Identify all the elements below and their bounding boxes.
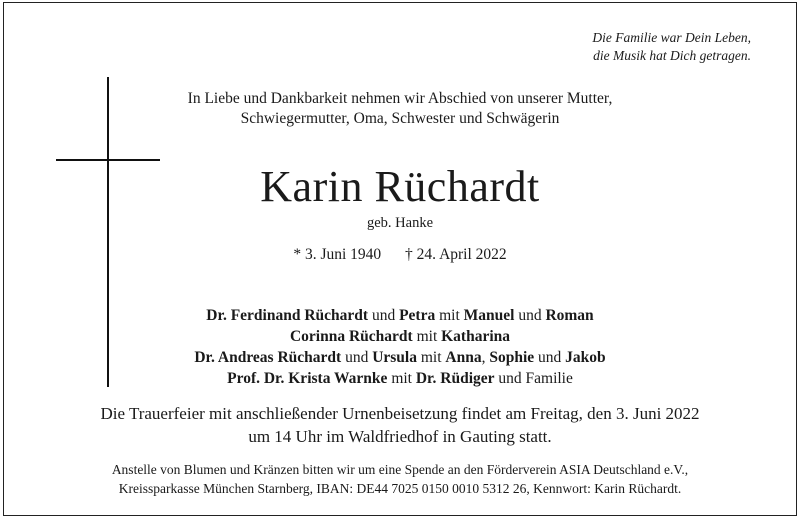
donation-line-1: Anstelle von Blumen und Kränzen bitten wir um eine Spende an den Förderverein ASIA Deutschland e.V., (111, 462, 689, 477)
mourner-name: Dr. Andreas Rüchardt (194, 349, 342, 366)
connector: mit (387, 370, 416, 387)
mourner-name: Corinna Rüchardt (289, 328, 413, 345)
mourners-list (4, 305, 796, 389)
connector: mit (435, 307, 464, 324)
motto-line-1: Die Familie war Dein Leben, (592, 30, 751, 45)
mourners-line-1 (4, 305, 796, 326)
mourner-name: Petra (399, 307, 436, 324)
motto-line-2: die Musik hat Dich getragen. (593, 48, 751, 63)
connector: mit (412, 328, 442, 345)
deceased-name: Karin Rüchardt (260, 162, 540, 211)
mourner-name: Dr. Rüdiger (415, 370, 495, 387)
connector: und (514, 307, 546, 324)
connector: und (368, 307, 400, 324)
mourner-name: Roman (545, 307, 594, 324)
funeral-info-line-1: Die Trauerfeier mit anschließender Urnenbeisetzung findet am Freitag, den 3. Juni 2022 (100, 404, 700, 423)
mourner-name: Prof. Dr. Krista Warnke (227, 370, 388, 387)
mourner-name: Dr. Ferdinand Rüchardt (206, 307, 369, 324)
mourner-name: Jakob (565, 349, 606, 366)
death-date: † 24. April 2022 (405, 246, 507, 263)
birth-date: * 3. Juni 1940 (293, 246, 382, 263)
obituary-notice (3, 2, 797, 516)
donation-request (4, 460, 796, 498)
mourners-line-2 (4, 326, 796, 347)
connector: und Familie (494, 370, 573, 387)
mourners-line-3 (4, 347, 796, 368)
birth-name: geb. Hanke (366, 215, 434, 231)
motto-quote (592, 29, 751, 65)
connector: und (341, 349, 373, 366)
connector: mit (416, 349, 446, 366)
mourner-name: Anna (445, 349, 482, 366)
mourner-name: Katharina (441, 328, 511, 345)
mourner-name: Manuel (463, 307, 515, 324)
intro-line-2: Schwiegermutter, Oma, Schwester und Schwägerin (240, 110, 560, 127)
donation-line-2: Kreissparkasse München Starnberg, IBAN: DE44 7025 0150 0010 5312 26, Kennwort: Karin Rüchardt. (118, 481, 682, 496)
mourner-name: Sophie (489, 349, 535, 366)
mourner-name: Ursula (372, 349, 417, 366)
connector: , (481, 349, 490, 366)
funeral-info-line-2: um 14 Uhr im Waldfriedhof in Gauting statt. (248, 427, 552, 446)
intro-line-1: In Liebe und Dankbarkeit nehmen wir Abschied von unserer Mutter, (187, 90, 613, 107)
mourners-line-4 (4, 368, 796, 389)
funeral-info (4, 402, 796, 448)
intro-text (4, 89, 796, 129)
life-dates (4, 246, 796, 264)
connector: und (534, 349, 566, 366)
